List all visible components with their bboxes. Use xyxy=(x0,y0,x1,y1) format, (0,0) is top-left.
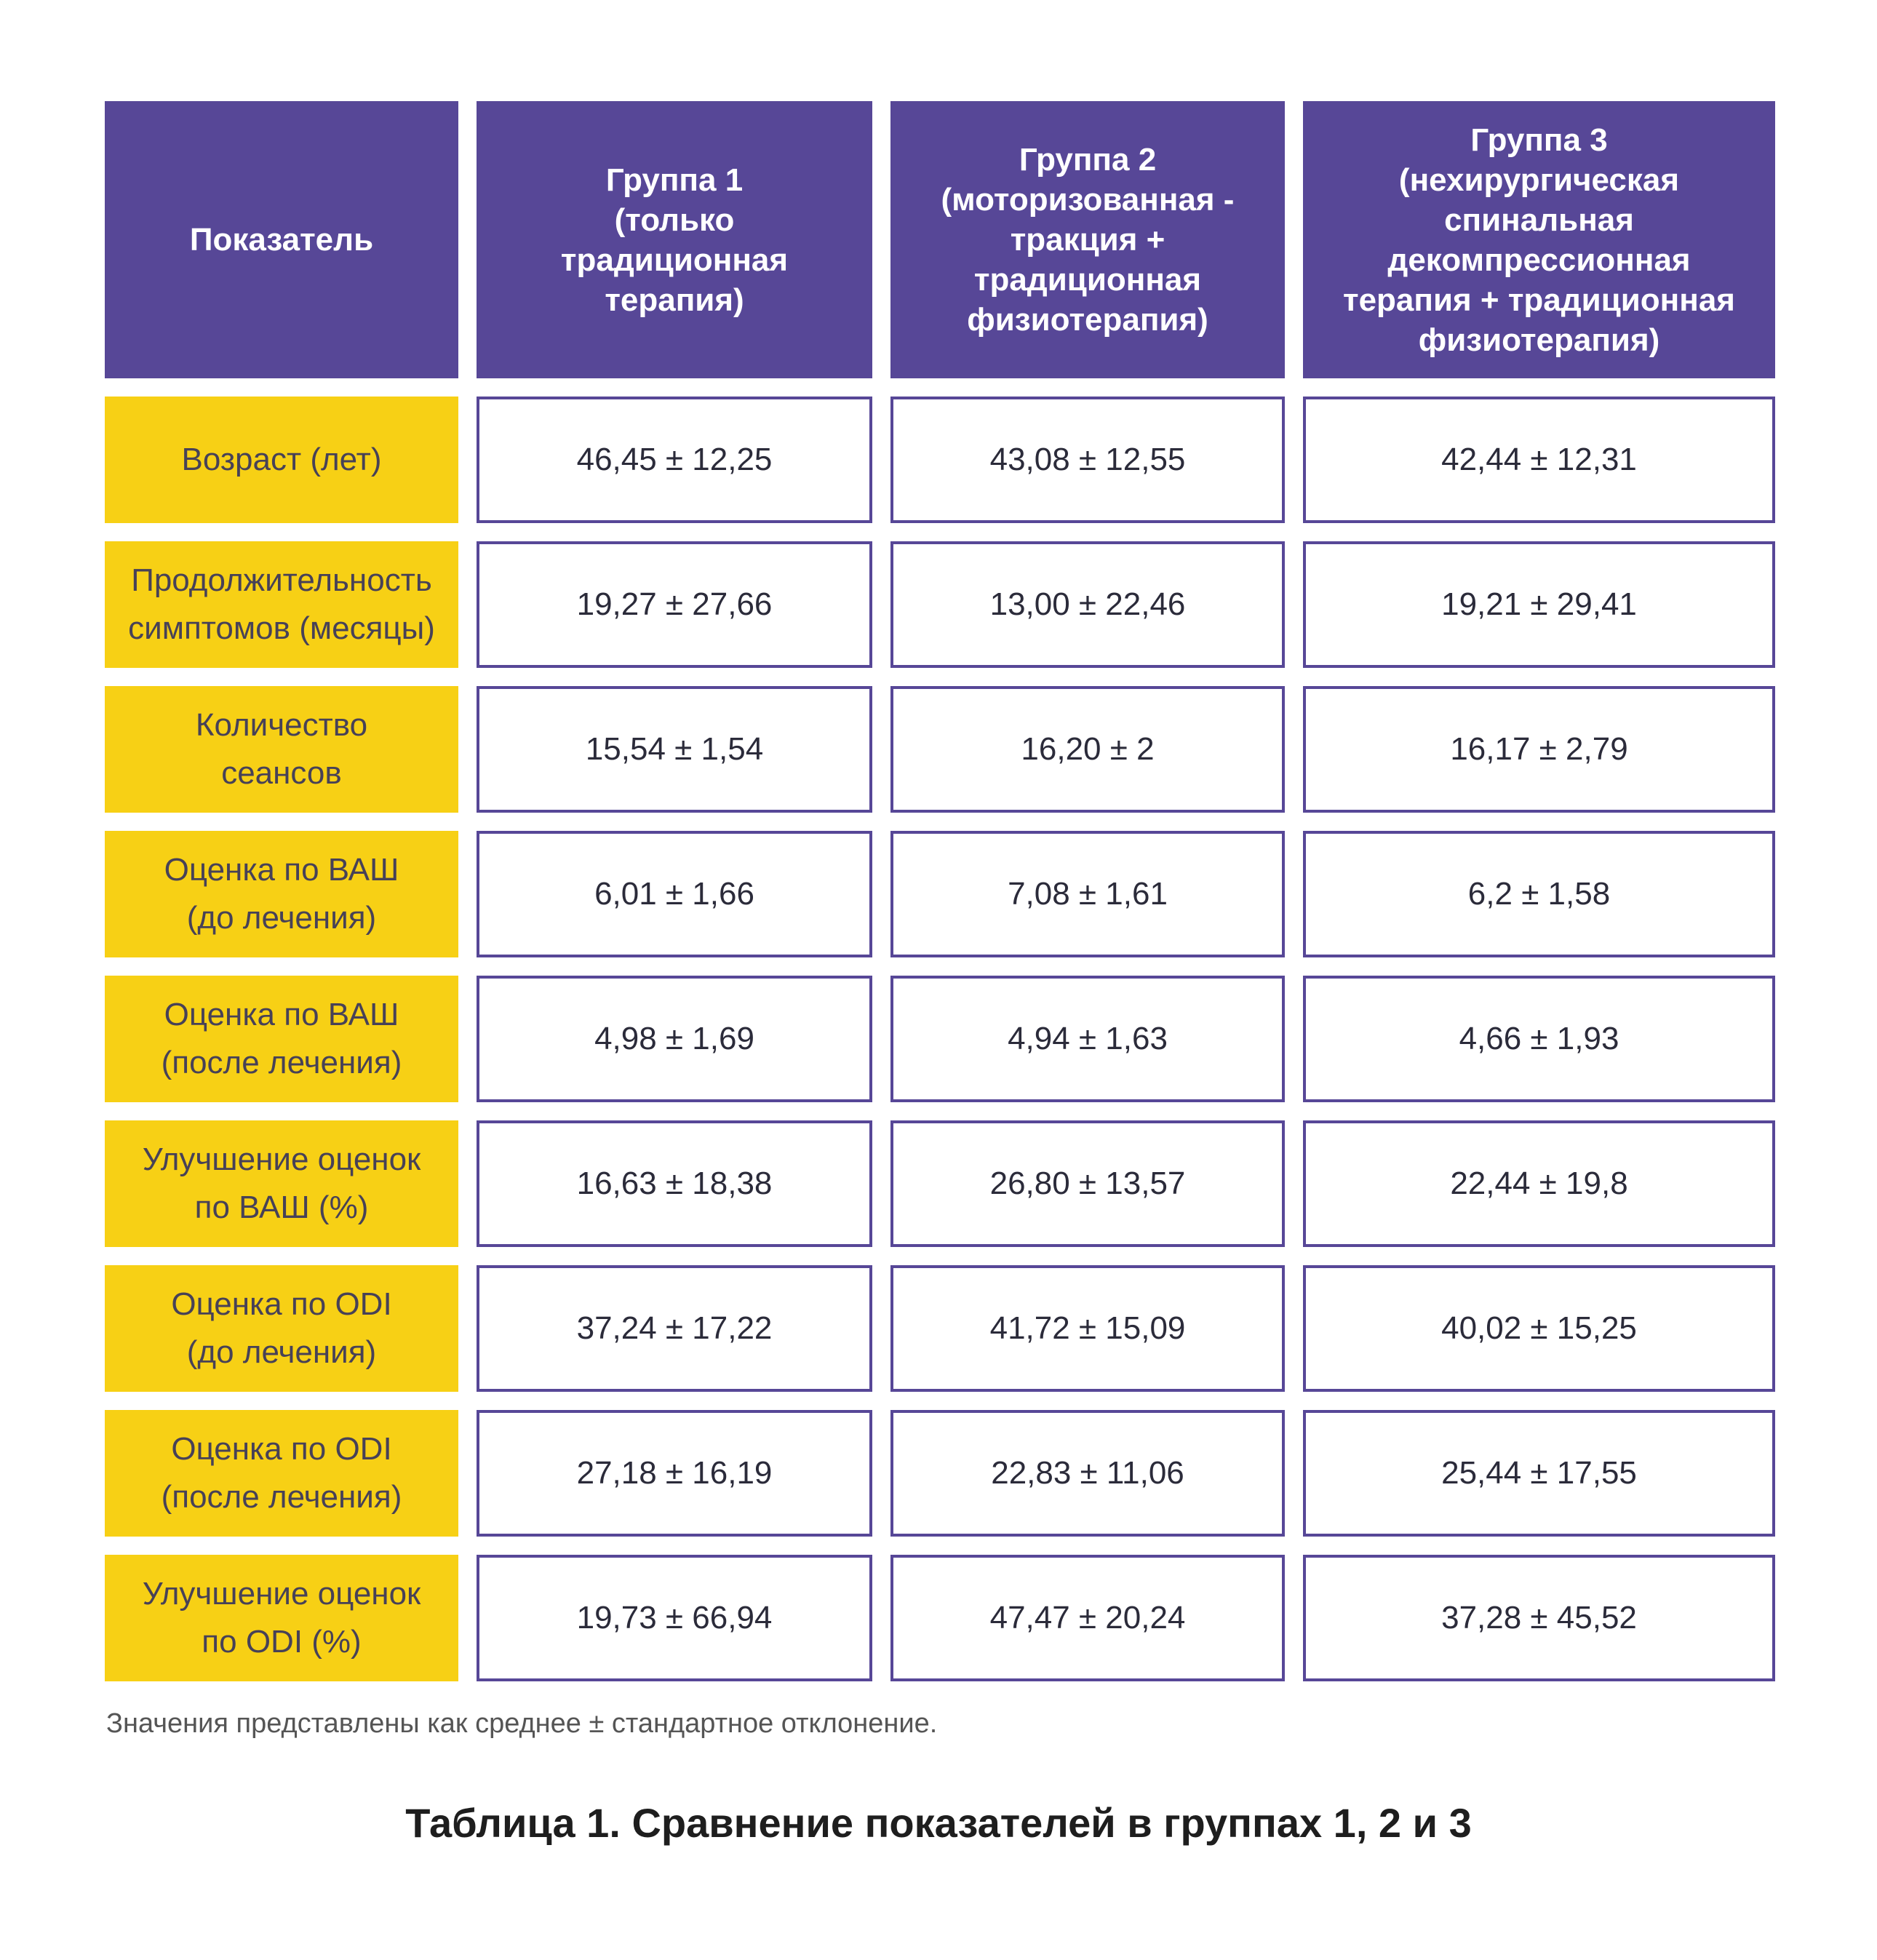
table-cell: 22,44 ± 19,8 xyxy=(1303,1120,1775,1247)
table-cell: 7,08 ± 1,61 xyxy=(890,831,1285,957)
row-label-odi-improvement: Улучшение оценок по ODI (%) xyxy=(105,1555,458,1681)
table-cell: 37,28 ± 45,52 xyxy=(1303,1555,1775,1681)
row-label-vas-improvement: Улучшение оценок по ВАШ (%) xyxy=(105,1120,458,1247)
table-cell: 6,2 ± 1,58 xyxy=(1303,831,1775,957)
header-group-2: Группа 2 (моторизованная - тракция + традиционная физиотерапия) xyxy=(890,101,1285,378)
row-label-age: Возраст (лет) xyxy=(105,397,458,523)
table-cell: 6,01 ± 1,66 xyxy=(477,831,872,957)
table-cell: 27,18 ± 16,19 xyxy=(477,1410,872,1537)
header-indicator: Показатель xyxy=(105,101,458,378)
table-cell: 4,98 ± 1,69 xyxy=(477,976,872,1102)
table-cell: 43,08 ± 12,55 xyxy=(890,397,1285,523)
table-cell: 40,02 ± 15,25 xyxy=(1303,1265,1775,1392)
header-group-1: Группа 1 (только традиционная терапия) xyxy=(477,101,872,378)
comparison-table xyxy=(105,101,1775,1681)
table-cell: 15,54 ± 1,54 xyxy=(477,686,872,813)
row-label-vas-after: Оценка по ВАШ (после лечения) xyxy=(105,976,458,1102)
table-cell: 19,21 ± 29,41 xyxy=(1303,541,1775,668)
row-label-vas-before: Оценка по ВАШ (до лечения) xyxy=(105,831,458,957)
table-cell: 16,63 ± 18,38 xyxy=(477,1120,872,1247)
table-cell: 41,72 ± 15,09 xyxy=(890,1265,1285,1392)
header-group-3: Группа 3 (нехирургическая спинальная декомпрессионная терапия + традиционная физиотерапия) xyxy=(1303,101,1775,378)
table-cell: 4,66 ± 1,93 xyxy=(1303,976,1775,1102)
row-label-session-count: Количество сеансов xyxy=(105,686,458,813)
row-label-symptom-duration: Продолжительность симптомов (месяцы) xyxy=(105,541,458,668)
table-cell: 16,20 ± 2 xyxy=(890,686,1285,813)
table-cell: 4,94 ± 1,63 xyxy=(890,976,1285,1102)
row-label-odi-after: Оценка по ODI (после лечения) xyxy=(105,1410,458,1537)
table-cell: 42,44 ± 12,31 xyxy=(1303,397,1775,523)
table-cell: 16,17 ± 2,79 xyxy=(1303,686,1775,813)
table-cell: 19,73 ± 66,94 xyxy=(477,1555,872,1681)
table-footnote: Значения представлены как среднее ± стандартное отклонение. xyxy=(106,1708,938,1739)
table-cell: 13,00 ± 22,46 xyxy=(890,541,1285,668)
table-cell: 25,44 ± 17,55 xyxy=(1303,1410,1775,1537)
table-cell: 22,83 ± 11,06 xyxy=(890,1410,1285,1537)
table-caption: Таблица 1. Сравнение показателей в группах 1, 2 и 3 xyxy=(405,1800,1472,1846)
table-cell: 46,45 ± 12,25 xyxy=(477,397,872,523)
table-cell: 19,27 ± 27,66 xyxy=(477,541,872,668)
table-cell: 26,80 ± 13,57 xyxy=(890,1120,1285,1247)
row-label-odi-before: Оценка по ODI (до лечения) xyxy=(105,1265,458,1392)
table-cell: 37,24 ± 17,22 xyxy=(477,1265,872,1392)
table-cell: 47,47 ± 20,24 xyxy=(890,1555,1285,1681)
